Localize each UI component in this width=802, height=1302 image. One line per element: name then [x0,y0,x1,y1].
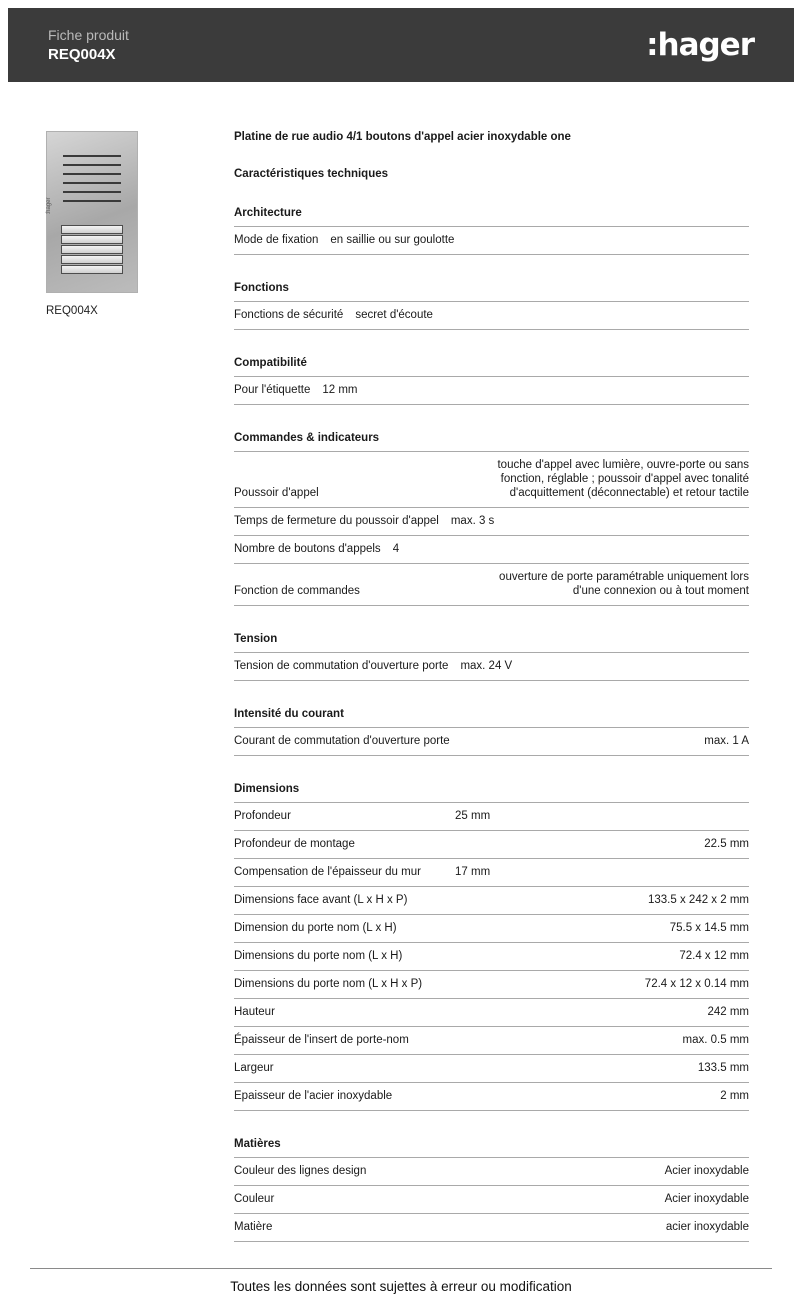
content [8,131,794,1242]
spec-value: secret d'écoute [355,309,433,321]
spec-value: 2 mm [720,1090,749,1102]
spec-row [234,1083,749,1111]
section-heading: Tension [234,633,749,653]
spec-label: Couleur des lignes design [234,1165,367,1177]
header-text [48,27,129,63]
product-column [8,131,234,1242]
spec-label: Compensation de l'épaisseur du mur [234,866,421,878]
spec-row [234,1186,749,1214]
header [8,8,794,82]
hager-logo: :hager [646,27,754,63]
section-heading: Matières [234,1138,749,1158]
spec-label: Poussoir d'appel [234,487,319,499]
spec-label: Largeur [234,1062,274,1074]
spec-row [234,377,749,405]
spec-label: Dimensions face avant (L x H x P) [234,894,408,906]
spec-row [234,302,749,330]
document-type: Fiche produit [48,27,129,43]
spec-row [234,728,749,756]
spec-value: 72.4 x 12 mm [679,950,749,962]
section-heading: Architecture [234,207,749,227]
spec-label: Matière [234,1221,273,1233]
spec-value: acier inoxydable [665,1221,749,1233]
spec-value: 133.5 x 242 x 2 mm [648,894,749,906]
spec-row [234,915,749,943]
spec-label: Dimension du porte nom (L x H) [234,922,397,934]
spec-row [234,971,749,999]
spec-value: 22.5 mm [704,838,749,850]
spec-row [234,564,749,606]
spec-row [234,831,749,859]
section-heading: Compatibilité [234,357,749,377]
spec-row [234,1214,749,1242]
spec-label: Épaisseur de l'insert de porte-nom [234,1034,409,1046]
spec-label: Profondeur de montage [234,838,355,850]
spec-label: Fonctions de sécurité [234,309,344,321]
spec-row [234,1027,749,1055]
product-image-caption: REQ004X [46,305,98,317]
speaker-grille-icon [63,155,121,209]
product-image [46,131,138,293]
spec-sheet [234,131,749,1242]
spec-label: Hauteur [234,1006,275,1018]
spec-row [234,943,749,971]
spec-row [234,999,749,1027]
spec-value: max. 0.5 mm [682,1034,749,1046]
spec-label: Temps de fermeture du poussoir d'appel [234,515,439,527]
section-heading: Fonctions [234,282,749,302]
section-heading: Dimensions [234,783,749,803]
spec-row [234,887,749,915]
spec-value: max. 24 V [460,660,513,672]
spec-value: Acier inoxydable [664,1193,749,1205]
spec-value: touche d'appel avec lumière, ouvre-porte ou sans fonction, réglable ; poussoir d'appel avec tonalité d'acquittement (déconnectable) et retour tactile [497,459,749,499]
spec-label: Nombre de boutons d'appels [234,543,381,555]
spec-value: 242 mm [707,1006,749,1018]
spec-value: 133.5 mm [697,1062,749,1074]
spec-label: Dimensions du porte nom (L x H x P) [234,978,423,990]
product-image-brand-label: :hager [46,197,52,215]
spec-value: 72.4 x 12 x 0.14 mm [644,978,749,990]
spec-value: max. 1 A [704,735,749,747]
spec-value: Acier inoxydable [664,1165,749,1177]
footer [30,1268,772,1294]
spec-value: 25 mm [455,810,491,822]
spec-value: en saillie ou sur goulotte [330,234,455,246]
spec-row [234,653,749,681]
spec-label: Epaisseur de l'acier inoxydable [234,1090,393,1102]
spec-label: Profondeur [234,810,291,822]
spec-label: Pour l'étiquette [234,384,311,396]
product-title: Platine de rue audio 4/1 boutons d'appel acier inoxydable one [234,131,571,143]
spec-row [234,452,749,508]
spec-value: ouverture de porte paramétrable uniquement lors d'une connexion ou à tout moment [499,571,749,597]
spec-sections [234,207,749,1242]
spec-label: Dimensions du porte nom (L x H) [234,950,403,962]
tech-characteristics-heading: Caractéristiques techniques [234,168,389,180]
spec-row [234,508,749,536]
product-reference: REQ004X [48,46,116,63]
spec-value: 75.5 x 14.5 mm [669,922,749,934]
spec-label: Fonction de commandes [234,585,360,597]
footer-disclaimer: Toutes les données sont sujettes à erreur ou modification [230,1279,572,1294]
spec-label: Couleur [234,1193,275,1205]
spec-row [234,803,749,831]
spec-label: Mode de fixation [234,234,319,246]
spec-row [234,1158,749,1186]
spec-row [234,1055,749,1083]
spec-row [234,227,749,255]
section-heading: Commandes & indicateurs [234,432,749,452]
call-buttons-icon [61,225,123,275]
spec-label: Tension de commutation d'ouverture porte [234,660,449,672]
spec-value: 4 [392,543,400,555]
spec-label: Courant de commutation d'ouverture porte [234,735,450,747]
spec-row [234,536,749,564]
spec-row [234,859,749,887]
spec-value: 17 mm [455,866,491,878]
section-heading: Intensité du courant [234,708,749,728]
spec-value: max. 3 s [450,515,495,527]
spec-value: 12 mm [322,384,358,396]
